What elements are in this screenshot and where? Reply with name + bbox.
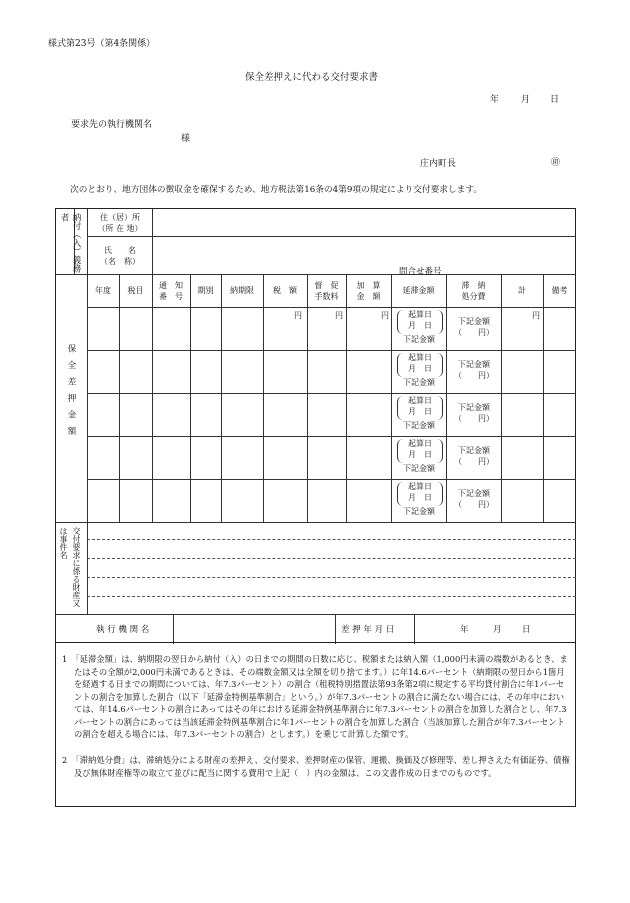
delinq-start-label: 起算日	[408, 396, 432, 405]
address-label-1: 住（居）所	[100, 213, 140, 222]
yen-additional-tax: 円	[381, 311, 389, 320]
header-period: 期別	[197, 286, 214, 295]
name-label-2: （名 称）	[100, 257, 140, 266]
disposal-amount: （ 円）	[454, 457, 494, 466]
data-row	[56, 350, 576, 393]
disposal-amount: （ 円）	[454, 414, 494, 423]
disposal-below-label: 下記金額	[458, 489, 490, 498]
yen-tax-amount: 円	[294, 311, 302, 320]
agency-label: 執 行 機 関 名	[96, 625, 150, 635]
notes-box	[55, 643, 576, 807]
delinq-below-label: 下記金額	[403, 378, 435, 387]
delinq-start-label: 起算日	[408, 353, 432, 362]
header-additional-tax-2: 金 額	[356, 292, 381, 301]
date-month: 月	[521, 95, 531, 105]
delinq-below-label: 下記金額	[403, 335, 435, 344]
header-tax-amount: 税 額	[273, 286, 297, 295]
date-year: 年	[490, 95, 500, 105]
header-remarks: 備考	[551, 286, 568, 295]
delinq-date-label: 月 日	[408, 450, 432, 459]
delinq-start-label: 起算日	[408, 482, 432, 491]
header-delinquency: 延滞金額	[402, 286, 435, 295]
delinq-below-label: 下記金額	[403, 507, 435, 516]
note-delinquency: 1 「延滞金額」は、納期限の翌日から納付（入）の日までの期間の日数に応じ、税額または納入額（1,000円未満の端数があるとき、またはその全額が2,000円未満であるときは、その端数金額又は全額を切り捨てます。）に年14.6パーセント（納期限の翌日から1箇月を経過する日までの期間については、年7.3パーセント）の割合（租税特別措置法第93条第2項に規定する平均貸付割合に年1パーセントの割合を加算した割合（以下「延滞金特例基準割合」という。）が年7.3パーセントの割合に満たない場合には、その年中においては、年14.6パーセントの割合にあってはその年における延滞金特例基準割合に年7.3パーセントの割合を加算した割合とし、年7.3パーセントの割合にあっては当該延滞金特例基準割合に年1パーセントの割合を加算した割合（当該加算した割合が年7.3パーセントの割合を超える場合には、年7.3パーセントの割合）とします。）を乗じて計算した額です。	[62, 654, 568, 739]
data-row	[56, 479, 576, 522]
header-fiscal-year: 年度	[95, 286, 111, 295]
header-dunning-fee-1: 督 促	[314, 281, 339, 290]
property-group-label: 交付要求に係る財産又は事件名	[59, 527, 81, 607]
sender-name: 庄内町長	[420, 159, 457, 169]
yen-total: 円	[532, 311, 540, 320]
delinq-date-label: 月 日	[408, 321, 432, 330]
yen-dunning-fee: 円	[335, 311, 343, 320]
disposal-below-label: 下記金額	[458, 446, 490, 455]
recipient-sama: 様	[181, 134, 191, 144]
delinq-date-label: 月 日	[408, 407, 432, 416]
disposal-amount: （ 円）	[454, 371, 494, 380]
header-notice-no-2: 番 号	[159, 292, 183, 301]
address-label-2: （所 在 地）	[97, 224, 143, 233]
seizure-date-day: 日	[522, 625, 531, 635]
delinq-below-label: 下記金額	[403, 421, 435, 430]
disposal-amount: （ 円）	[454, 328, 494, 337]
disposal-below-label: 下記金額	[458, 317, 490, 326]
disposal-below-label: 下記金額	[458, 403, 490, 412]
header-dunning-fee-2: 手数料	[314, 292, 339, 301]
delinq-date-label: 月 日	[408, 364, 432, 373]
seizure-date-label: 差 押 年 月 日	[341, 625, 395, 635]
header-disposal-fee-1: 滞 納	[461, 281, 486, 290]
disposal-below-label: 下記金額	[458, 360, 490, 369]
data-row	[56, 436, 576, 479]
seizure-date-month: 月	[493, 625, 502, 635]
note-disposal-fee: 2 「滞納処分費」は、滞納処分による財産の差押え、交付要求、差押財産の保管、運搬、換価及び修理等、差し押さえた有価証券、債権及び無体財産権等の取立て並びに配当に関する費用で上記（ ）内の金額は、この文書作成の日までのものです。	[62, 755, 570, 778]
recipient-label: 要求先の執行機関名	[71, 120, 153, 130]
name-label-1: 氏 名	[104, 246, 136, 255]
header-total: 計	[518, 286, 526, 295]
delinq-start-label: 起算日	[408, 310, 432, 319]
header-additional-tax-1: 加 算	[356, 281, 381, 290]
page-title: 保全差押えに代わる交付要求書	[245, 72, 379, 83]
delinq-start-label: 起算日	[408, 439, 432, 448]
delinq-below-label: 下記金額	[403, 464, 435, 473]
delinq-date-label: 月 日	[408, 493, 432, 502]
header-notice-no-1: 通 知	[159, 281, 183, 290]
date-day: 日	[550, 95, 560, 105]
intro-text: 次のとおり、地方団体の徴収金を確保するため、地方税法第16条の4第9項の規定により交付要求します。	[70, 185, 483, 195]
contact-number-label: 問合せ番号	[399, 267, 442, 277]
form-number: 様式第23号（第4条関係）	[48, 39, 156, 49]
data-row	[56, 393, 576, 436]
header-tax-item: 税目	[127, 286, 144, 295]
sender-seal: ㊞	[551, 158, 561, 168]
data-row	[56, 307, 576, 350]
request-form-table	[55, 208, 576, 643]
seizure-date-year: 年	[460, 625, 469, 635]
header-due-date: 納期限	[230, 286, 254, 295]
header-disposal-fee-2: 処分費	[461, 292, 486, 301]
seizure-group-label: 保全差押金額	[66, 344, 76, 443]
taxpayer-group-label: 納付（入）義務者	[59, 213, 81, 273]
disposal-amount: （ 円）	[454, 500, 494, 509]
